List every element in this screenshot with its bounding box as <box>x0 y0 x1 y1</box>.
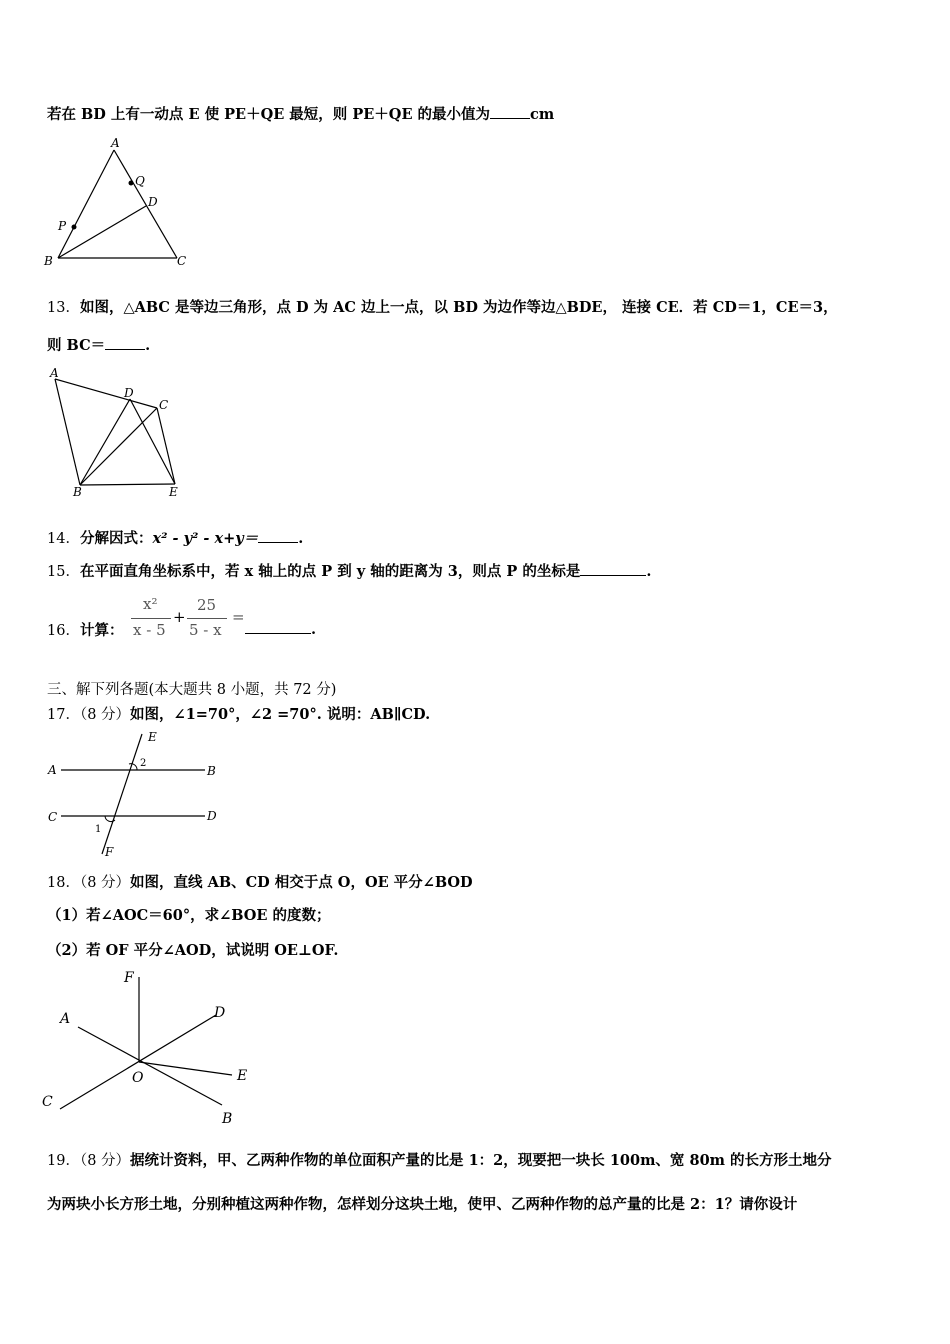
q13-label-c: C <box>159 398 169 412</box>
q15-number: 15． <box>47 564 80 580</box>
q13-label-b: B <box>73 485 82 499</box>
q12-label-p: P <box>58 219 67 233</box>
q16-answer <box>245 619 316 638</box>
q15-period: . <box>646 563 652 580</box>
q17-label-c: C <box>48 810 58 824</box>
q18-label-a: A <box>60 1011 71 1027</box>
q18-sub1: （1）若∠AOC＝60°，求∠BOE 的度数； <box>47 907 331 924</box>
q12-point-q <box>129 181 134 186</box>
q17-label-1: 1 <box>95 824 102 835</box>
q17-label-a: A <box>48 763 57 777</box>
q13-side-ac <box>55 379 157 408</box>
q17-label-e: E <box>148 730 157 744</box>
q17-number: 17． <box>47 707 80 723</box>
q12-label-a: A <box>111 136 120 150</box>
q18-label-b: B <box>222 1111 233 1127</box>
q13-text-line1: 如图，△ABC 是等边三角形，点 D 为 AC 边上一点，以 BD 为边作等边△BDE， 连接 CE．若 CD＝1，CE＝3， <box>79 299 838 316</box>
q15-text: 在平面直角坐标系中，若 x 轴上的点 P 到 y 轴的距离为 3，则点 P 的坐标是 <box>79 563 581 580</box>
q16-answer-blank <box>245 619 311 634</box>
q16-number: 16． <box>47 623 80 639</box>
q17-score: （8 分） <box>79 707 131 723</box>
q16-frac2-denominator: 5 - x <box>189 621 222 639</box>
q15-line <box>47 560 651 581</box>
q17-text: 如图，∠1=70°，∠2 =70°. 说明：AB∥CD. <box>130 706 431 723</box>
q18-score: （8 分） <box>79 875 131 891</box>
q13-answer-blank <box>105 335 145 350</box>
q14-period: . <box>298 530 304 547</box>
q13-line2 <box>47 334 150 355</box>
q18-label-d: D <box>214 1005 226 1021</box>
q13-label-d: D <box>124 386 134 400</box>
q16-frac1-denominator: x - 5 <box>133 621 166 639</box>
q14-expression: x² - y² - x+y＝ <box>152 530 259 547</box>
q18-line <box>47 871 473 892</box>
q19-line2: 为两块小长方形土地，分别种植这两种作物，怎样划分这块土地，使甲、乙两种作物的总产量的比是 2：1？请你设计 <box>47 1196 798 1213</box>
q12-text: 若在 BD 上有一动点 E 使 PE＋QE 最短，则 PE＋QE 的最小值为 <box>47 106 491 123</box>
q17-parallel-lines-figure <box>45 728 225 860</box>
q12-label-b: B <box>44 254 53 268</box>
q13-text-line2: 则 BC＝ <box>47 337 106 354</box>
q12-label-d: D <box>148 195 158 209</box>
q12-answer-blank <box>490 104 530 119</box>
q13-period: . <box>145 337 151 354</box>
q12-unit: cm <box>530 106 555 123</box>
q17-label-d: D <box>207 809 217 823</box>
q18-ray-oe <box>139 1062 232 1075</box>
q16-frac2-bar <box>187 618 227 619</box>
q18-label-o: O <box>132 1070 144 1086</box>
q16-equals: = <box>232 608 245 626</box>
q19-score: （8 分） <box>79 1153 131 1169</box>
q17-label-2: 2 <box>140 758 147 769</box>
section3-title: 三、解下列各题(本大题共 8 小题，共 72 分) <box>47 682 337 698</box>
q12-triangle-figure <box>40 135 200 270</box>
q18-line-ab <box>78 1027 222 1105</box>
q12-side-ac <box>114 150 177 258</box>
q18-intersecting-lines-figure <box>40 965 270 1130</box>
q19-line1 <box>47 1149 832 1170</box>
q12-label-q: Q <box>135 174 145 188</box>
q18-sub2: （2）若 OF 平分∠AOD，试说明 OE⊥OF. <box>47 942 339 959</box>
q18-number: 18． <box>47 875 80 891</box>
q13-line1 <box>47 296 838 317</box>
q14-text: 分解因式： <box>79 530 153 547</box>
q16-frac1-bar <box>131 618 171 619</box>
q17-label-b: B <box>207 764 216 778</box>
q16-text: 计算： <box>79 622 124 639</box>
q18-line-cd <box>60 1015 216 1109</box>
q13-segment-be <box>80 484 175 485</box>
q13-segment-ce <box>157 408 175 484</box>
q16-plus: + <box>173 608 186 626</box>
q13-side-ab <box>55 379 80 485</box>
q18-label-c: C <box>42 1094 53 1110</box>
q12-label-c: C <box>177 254 187 268</box>
q14-number: 14． <box>47 531 80 547</box>
q13-figure <box>45 365 195 500</box>
q13-label-a: A <box>50 366 59 380</box>
q16-period: . <box>311 621 317 638</box>
q18-label-e: E <box>237 1068 248 1084</box>
q16-line <box>47 619 123 640</box>
q16-frac1-numerator: x² <box>143 595 158 613</box>
q18-text: 如图，直线 AB、CD 相交于点 O，OE 平分∠BOD <box>130 874 473 891</box>
q13-number: 13． <box>47 300 80 316</box>
q14-line <box>47 527 303 548</box>
q16-frac2-numerator: 25 <box>197 596 217 614</box>
q19-number: 19． <box>47 1153 80 1169</box>
q18-label-f: F <box>124 970 134 986</box>
q17-transversal-ef <box>102 734 142 854</box>
q17-line <box>47 703 430 724</box>
q14-answer-blank <box>258 528 298 543</box>
q15-answer-blank <box>580 561 646 576</box>
q12-point-p <box>72 225 77 230</box>
q12-text-line <box>47 103 554 124</box>
q13-label-e: E <box>169 485 178 499</box>
q17-label-f: F <box>105 845 114 859</box>
q19-text-line1: 据统计资料，甲、乙两种作物的单位面积产量的比是 1：2，现要把一块长 100m、宽 80m 的长方形土地分 <box>130 1152 832 1169</box>
